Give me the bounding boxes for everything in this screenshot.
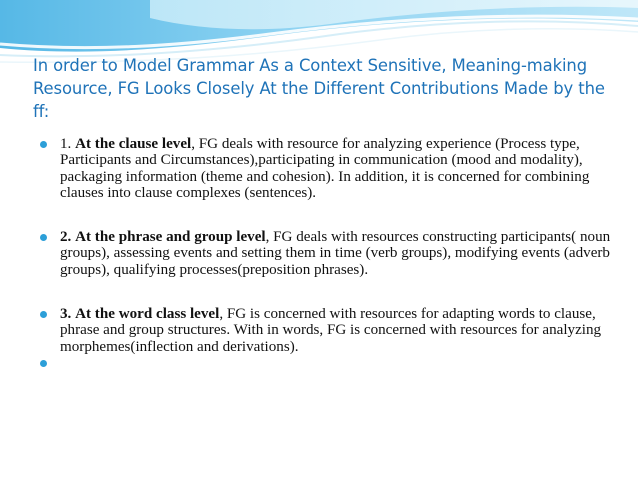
bullet-number: 3. [60, 306, 72, 323]
empty-bullet-item [36, 355, 616, 371]
bullet-item [36, 136, 616, 201]
bullet-dot-icon [40, 311, 47, 318]
bullet-dot-icon [40, 141, 47, 148]
bullet-item [36, 229, 616, 278]
bullet-heading: At the word class level [75, 306, 220, 323]
bullet-dot-icon [40, 234, 47, 241]
slide-title: In order to Model Grammar As a Context Sensitive, Meaning-making Resource, FG Looks Closely At the Different Contributions Made by the ff: [33, 56, 605, 121]
bullet-heading: At the phrase and group level [75, 229, 266, 246]
bullet-list [36, 136, 616, 371]
bullet-heading: At the clause level [75, 136, 192, 152]
bullet-dot-icon [40, 360, 47, 367]
bullet-text: , FG deals with resources constructing participants( noun groups), assessing events and setting them in time (verb groups), modifying events (adverb groups), qualifying processes(preposition phrases). [60, 229, 611, 278]
bullet-text: , FG is concerned with resources for adapting words to clause, phrase and group structures. With in words, FG is concerned with resources for analyzing morphemes(inflection and derivations). [60, 306, 602, 355]
bullet-item [36, 306, 616, 355]
bullet-number: 2. [60, 229, 72, 246]
bullet-text: , FG deals with resource for analyzing experience (Process type, Participants and Circumstances),participating in communication (mood and modality), packaging information (theme and cohesion). In addition, it is concerned for combining clauses into clause complexes (sentences). [60, 136, 590, 201]
bullet-number: 1. [60, 136, 72, 152]
